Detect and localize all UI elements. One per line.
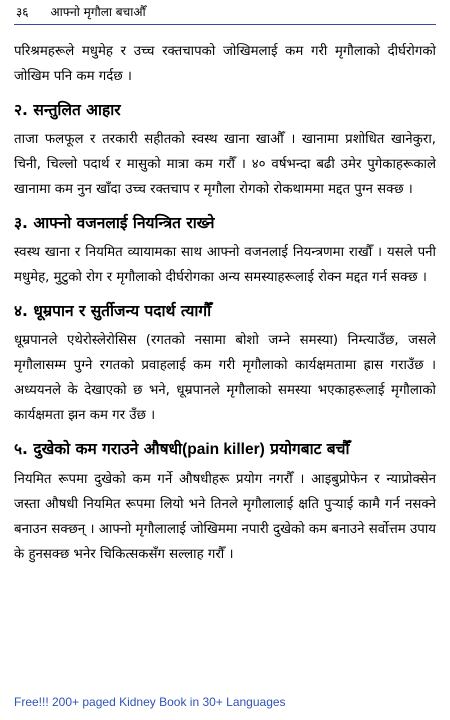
section-body-5: नियमित रूपमा दुखेको कम गर्ने औषधीहरू प्रयोग नगरौँ । आइबुप्रोफेन र न्याप्रोक्सेन जस्ता औषधी नियमित रूपमा लियो भने तिनले मृगौलालाई क्षति पुऱ्याई कामै गर्न नसक्ने बनाउन सक्छन् । आफ्नो मृगौलालाई जोखिममा नपारी दुखेको कम बनाउने सर्वोत्तम उपाय के हुनसक्छ भनेर चिकित्सकसँग सल्लाह गरौँ । (14, 472, 436, 562)
page-number: ३६ (16, 4, 29, 19)
page-header (14, 0, 436, 25)
section-heading-2: २. सन्तुलित आहार (14, 101, 121, 119)
section-heading-5-end: प्रयोगबाट बचौँ (264, 440, 350, 458)
intro-paragraph: परिश्रमहरूले मधुमेह र उच्च रक्तचापको जोखिमलाई कम गरी मृगौलाको दीर्घरोगको जोखिम पनि कम गर्दछ । (14, 44, 436, 84)
section-heading-3: ३. आफ्नो वजनलाई नियन्त्रित राख्ने (14, 214, 215, 232)
section-heading-5 (14, 438, 436, 461)
section-body-3: स्वस्थ खाना र नियमित व्यायामका साथ आफ्नो वजनलाई नियन्त्रणमा राखौँ । यसले पनी मधुमेह, मुटुको रोग र मृगौलाको दीर्घरोगका अन्य समस्याहरूलाई रोक्न मद्दत गर्न सक्छ । (14, 245, 436, 285)
section-body-2: ताजा फलफूल र तरकारी सहीतको स्वस्थ खाना खाऔँ । खानामा प्रशोधित खानेकुरा, चिनी, चिल्लो पदार्थ र मासुको मात्रा कम गरौँ । ४० वर्षभन्दा बढी उमेर पुगेकाहरूकाले खानामा कम नुन खाँदा उच्च रक्तचाप र मृगौला रोगको रोकथाममा मद्दत पुग्न सक्छ । (14, 132, 436, 197)
section-body-4: धूम्रपानले एथेरोस्लेरोसिस (रगतको नसामा बोशो जम्ने समस्या) निम्त्याउँछ, जसले मृगौलासम्म पुग्ने रगतको प्रवाहलाई कम गरी मृगौलाको कार्यक्षमतामा ह्रास गराउँछ । अध्ययनले के देखाएको छ भने, धूम्रपानले मृगौलाको समस्या भएकाहरूलाई मृगौलाको कार्यक्षमता झन कम गर उँछ । (14, 333, 436, 423)
section-heading-5-start: ५. दुखेको कम गराउने औषधी (14, 440, 183, 458)
running-title: आफ्नो मृगौला बचाऔँ (50, 4, 146, 19)
section-heading-4: ४. धूम्रपान र सुर्तीजन्य पदार्थ त्यागौँ (14, 302, 212, 320)
footer-promo-link[interactable]: Free!!! 200+ paged Kidney Book in 30+ Languages (14, 695, 286, 709)
section-heading-5-latin: (pain killer) (182, 441, 265, 458)
